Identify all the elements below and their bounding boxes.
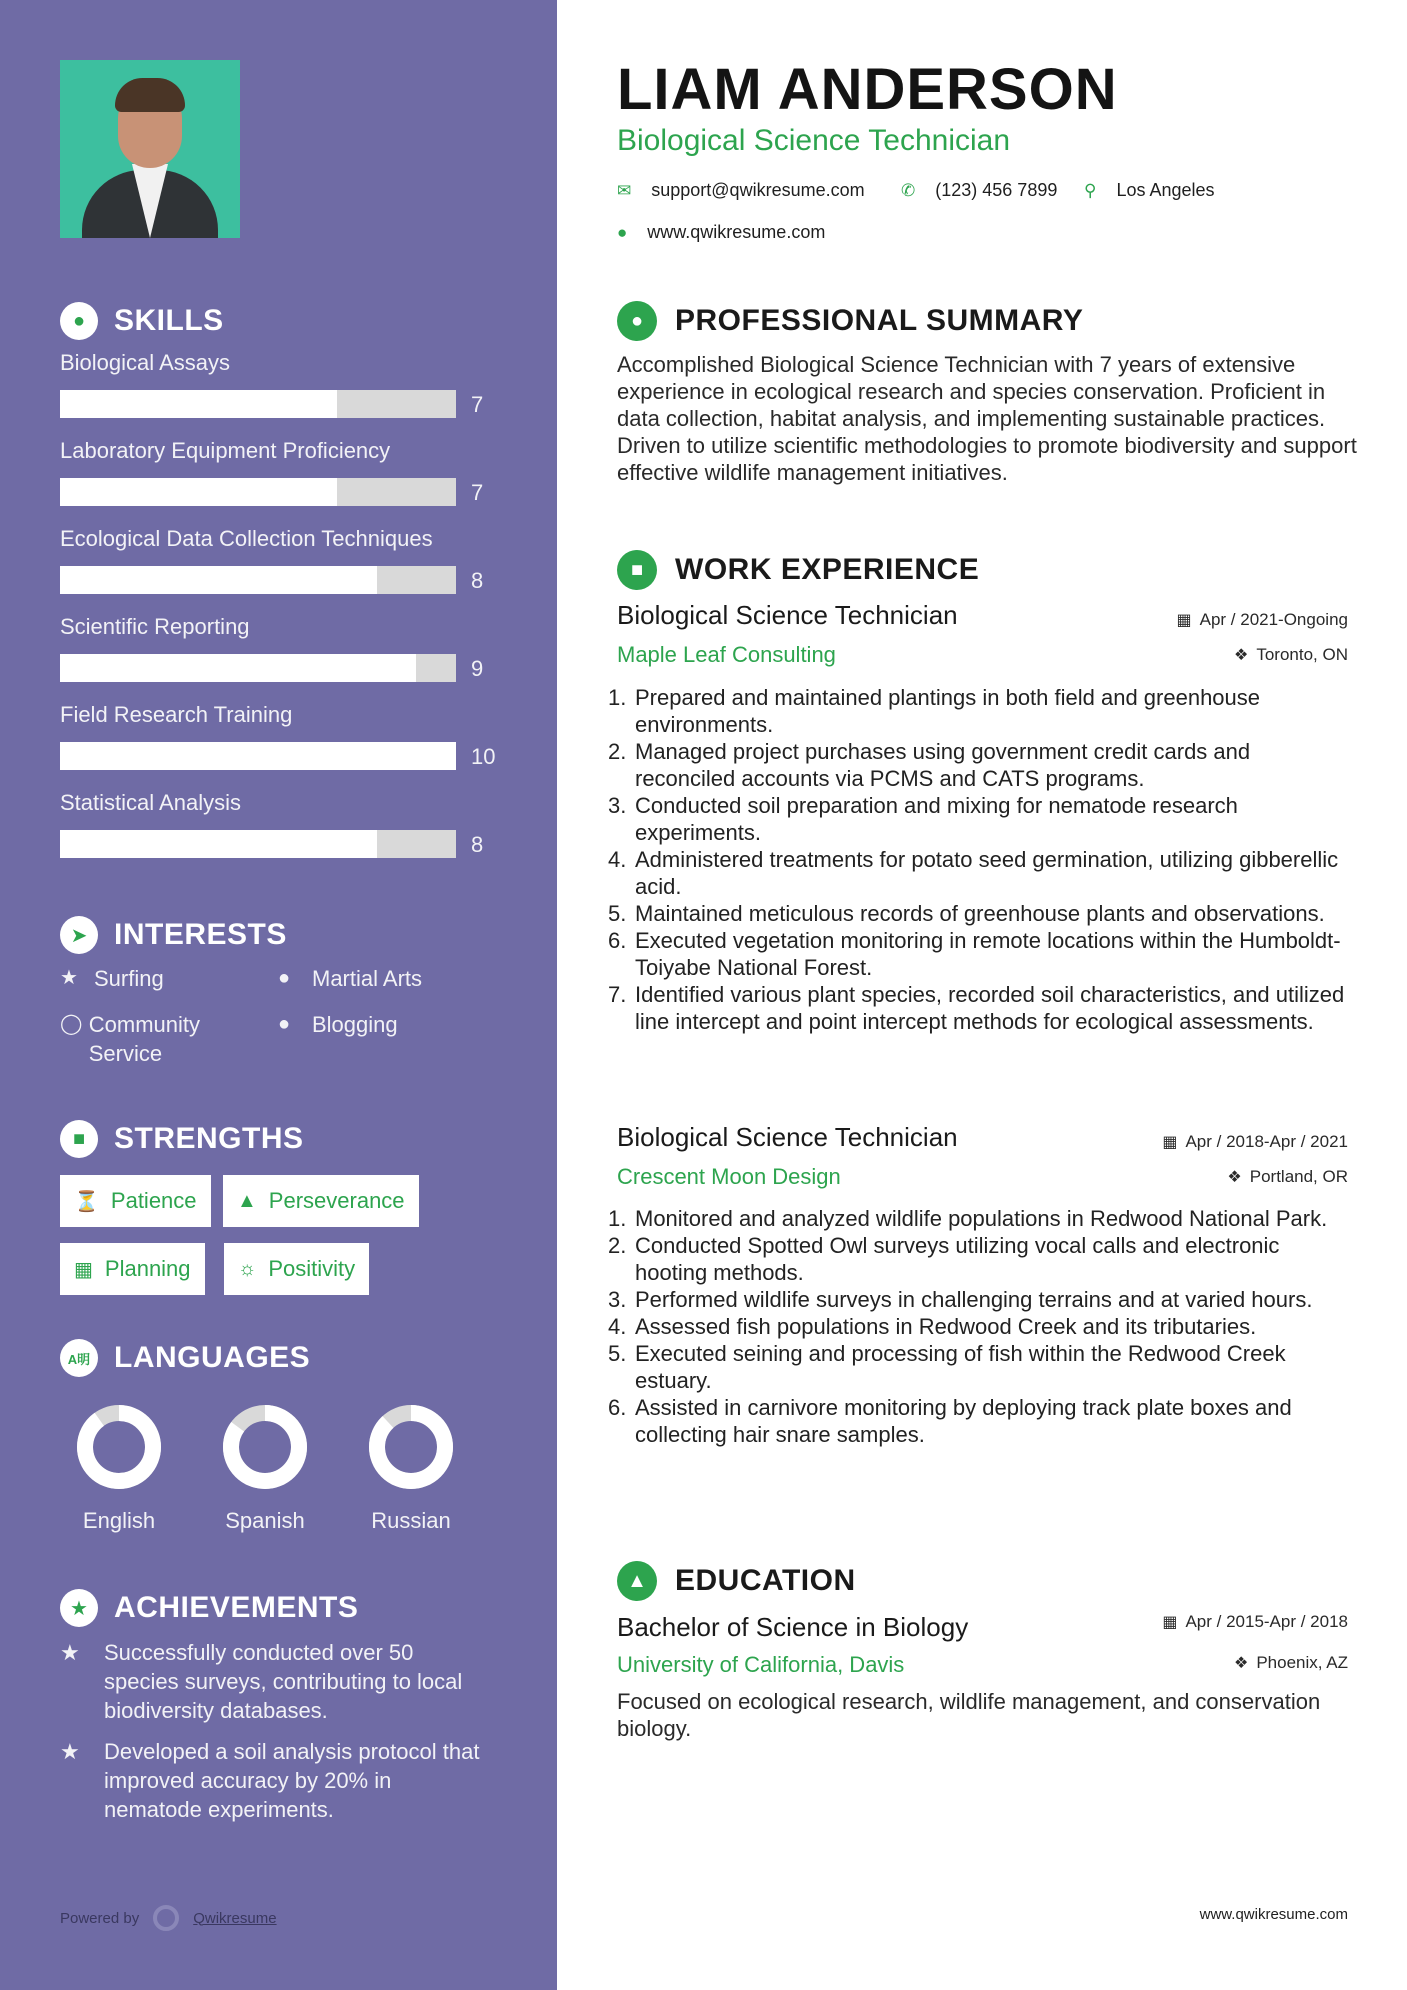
calendar-icon: ▦ xyxy=(1176,612,1192,629)
skill-bar xyxy=(60,742,456,770)
star-icon: ★ xyxy=(60,967,78,989)
skill-bar xyxy=(60,566,456,594)
education-school: University of California, Davis xyxy=(617,1652,905,1677)
paper-plane-icon: ➤ xyxy=(60,916,98,954)
graduation-cap-icon: ▲ xyxy=(617,1561,657,1601)
candidate-title: Biological Science Technician xyxy=(617,124,1011,157)
interest-item: ◯ Community Service xyxy=(60,1012,200,1066)
skill-label: Statistical Analysis xyxy=(60,790,241,815)
skill-bar-fill xyxy=(60,566,377,594)
calendar-icon: ▦ xyxy=(1162,1614,1178,1631)
qwikresume-link[interactable]: Qwikresume xyxy=(193,1909,277,1927)
skill-value: 10 xyxy=(471,744,496,769)
language-donut xyxy=(222,1404,308,1490)
interests-heading xyxy=(60,916,287,954)
education-heading: ▲ EDUCATION xyxy=(617,1561,856,1601)
duty-item: 4. Assessed fish populations in Redwood Creek and its tributaries. xyxy=(608,1314,1257,1339)
strengths-title: STRENGTHS xyxy=(114,1122,304,1155)
skill-label: Laboratory Equipment Proficiency xyxy=(60,438,391,463)
skill-label: Scientific Reporting xyxy=(60,614,250,639)
duty-item: 7. Identified various plant species, recorded soil characteristics, and utilized line intercept and point intercept methods for ecological assessments. xyxy=(608,982,1345,1034)
skill-value: 7 xyxy=(471,392,484,417)
candidate-name: LIAM ANDERSON xyxy=(617,57,1118,122)
skill-bar xyxy=(60,830,456,858)
contact-phone[interactable]: ✆ (123) 456 7899 xyxy=(901,180,1058,200)
sun-icon: ☼ xyxy=(238,1257,257,1280)
calendar-icon: ▦ xyxy=(74,1258,93,1281)
phone-icon: ✆ xyxy=(901,180,916,200)
pin-icon: ❖ xyxy=(1233,1655,1249,1672)
duty-item: 1. Prepared and maintained plantings in both field and greenhouse environments. xyxy=(608,685,1261,737)
shooting-star-icon: ★ xyxy=(60,1739,80,1764)
education-description: Focused on ecological research, wildlife management, and conservation biology. xyxy=(617,1689,1321,1741)
achievement-item: ★ Successfully conducted over 50 species surveys, contributing to local biodiversity databases. xyxy=(60,1640,463,1723)
strength-chip: ▦ Planning xyxy=(60,1243,205,1295)
contact-email[interactable]: ✉ support@qwikresume.com xyxy=(617,180,865,200)
skill-label: Field Research Training xyxy=(60,702,293,727)
duty-item: 5. Executed seining and processing of fish within the Redwood Creek estuary. xyxy=(608,1341,1286,1393)
summary-heading: ● PROFESSIONAL SUMMARY xyxy=(617,301,1083,341)
profile-photo xyxy=(60,60,240,238)
job-title: Biological Science Technician xyxy=(617,1122,958,1152)
education-degree: Bachelor of Science in Biology xyxy=(617,1612,969,1642)
skill-bar xyxy=(60,390,456,418)
powered-by: Powered by Qwikresume xyxy=(60,1905,277,1931)
shooting-star-icon: ★ xyxy=(60,1640,80,1665)
skill-label: Biological Assays xyxy=(60,350,230,375)
map-pin-icon: ⚲ xyxy=(1084,180,1097,200)
users-icon: ● xyxy=(278,1013,291,1035)
globe-icon: ● xyxy=(278,967,291,989)
skill-value: 7 xyxy=(471,480,484,505)
contact-website[interactable]: ● www.qwikresume.com xyxy=(617,222,826,242)
strength-chip: ▲ Perseverance xyxy=(223,1175,419,1227)
calendar-icon: ▦ xyxy=(1162,1134,1178,1151)
job-location: ❖ Portland, OR xyxy=(1227,1167,1348,1186)
job-location: ❖ Toronto, ON xyxy=(1234,645,1348,664)
footer-website-link[interactable]: www.qwikresume.com xyxy=(1199,1906,1348,1923)
duty-item: 2. Managed project purchases using government credit cards and reconciled accounts via PCMS and CATS programs. xyxy=(608,739,1251,791)
skill-bar-fill xyxy=(60,742,456,770)
sidebar xyxy=(0,0,557,1990)
interests-title: INTERESTS xyxy=(114,918,287,951)
hourglass-icon: ⏳ xyxy=(74,1190,99,1213)
donut-fill xyxy=(377,1413,445,1481)
pin-icon: ❖ xyxy=(1234,647,1249,664)
lightbulb-icon: ● xyxy=(60,302,98,340)
duty-item: 4. Administered treatments for potato seed germination, utilizing gibberellic acid. xyxy=(608,847,1339,899)
achievement-item: ★ Developed a soil analysis protocol that improved accuracy by 20% in nematode experiments. xyxy=(60,1739,480,1822)
duty-item: 1. Monitored and analyzed wildlife populations in Redwood National Park. xyxy=(608,1206,1328,1231)
globe-icon: ● xyxy=(617,222,628,242)
experience-heading: ■ WORK EXPERIENCE xyxy=(617,550,979,590)
skills-heading xyxy=(60,302,224,340)
road-icon: ▲ xyxy=(237,1189,257,1212)
fist-icon: ■ xyxy=(60,1120,98,1158)
interest-item: ● Martial Arts xyxy=(278,966,423,991)
pin-icon: ❖ xyxy=(1227,1169,1242,1186)
skill-bar-fill xyxy=(60,654,416,682)
star-badge-icon: ★ xyxy=(60,1589,98,1627)
duty-item: 5. Maintained meticulous records of greenhouse plants and observations. xyxy=(608,901,1325,926)
handshake-icon: ◯ xyxy=(60,1013,83,1035)
language-icon: A明 xyxy=(60,1339,98,1377)
job-title: Biological Science Technician xyxy=(617,600,958,630)
languages-title: LANGUAGES xyxy=(114,1341,311,1374)
duty-item: 6. Assisted in carnivore monitoring by deploying track plate boxes and collecting hair snare samples. xyxy=(608,1395,1292,1447)
achievements-heading xyxy=(60,1589,358,1627)
job-company: Crescent Moon Design xyxy=(617,1164,841,1189)
interest-item: ★ Surfing xyxy=(60,966,164,991)
duty-item: 2. Conducted Spotted Owl surveys utilizing vocal calls and electronic hooting methods. xyxy=(608,1233,1280,1285)
language-label: Spanish xyxy=(225,1508,305,1533)
job-dates: ▦ Apr / 2021-Ongoing xyxy=(1176,610,1348,629)
achievements-title: ACHIEVEMENTS xyxy=(114,1591,359,1624)
strength-chip: ☼ Positivity xyxy=(224,1243,369,1295)
job-company: Maple Leaf Consulting xyxy=(617,642,836,667)
job-duties xyxy=(608,1205,1355,1448)
skill-bar-fill xyxy=(60,478,337,506)
language-label: English xyxy=(82,1508,156,1533)
language-donut xyxy=(76,1404,162,1490)
user-icon: ● xyxy=(617,301,657,341)
duty-item: 6. Executed vegetation monitoring in remote locations within the Humboldt-Toiyabe National Forest. xyxy=(608,928,1341,980)
interest-item: ● Blogging xyxy=(278,1012,398,1037)
skill-bar xyxy=(60,654,456,682)
language-donut xyxy=(368,1404,454,1490)
qwikresume-logo-icon xyxy=(153,1905,179,1931)
skill-value: 9 xyxy=(471,656,484,681)
envelope-icon: ✉ xyxy=(617,180,632,200)
summary-text: Accomplished Biological Science Technician with 7 years of extensive experience in ecological research and species conservation. Proficient in data collection, habitat analysis, and implementing sustainable practices. Driven to utilize scientific methodologies to promote biodiversity and support effective wildlife management initiatives. xyxy=(617,352,1357,485)
skill-label: Ecological Data Collection Techniques xyxy=(60,526,433,551)
duty-item: 3. Conducted soil preparation and mixing for nematode research experiments. xyxy=(608,793,1238,845)
donut-fill xyxy=(85,1413,153,1481)
education-location: ❖ Phoenix, AZ xyxy=(1233,1653,1348,1672)
job-dates: ▦ Apr / 2018-Apr / 2021 xyxy=(1162,1132,1348,1151)
skill-bar-fill xyxy=(60,390,337,418)
contact-location: ⚲ Los Angeles xyxy=(1084,180,1215,200)
skill-bar-fill xyxy=(60,830,377,858)
skills-title: SKILLS xyxy=(114,304,224,337)
strength-chip: ⏳ Patience xyxy=(60,1175,211,1227)
education-dates: ▦ Apr / 2015-Apr / 2018 xyxy=(1162,1612,1348,1631)
duty-item: 3. Performed wildlife surveys in challenging terrains and at varied hours. xyxy=(608,1287,1313,1312)
skill-value: 8 xyxy=(471,832,484,857)
languages-heading xyxy=(60,1339,310,1377)
skill-value: 8 xyxy=(471,568,484,593)
job-duties xyxy=(608,684,1355,1035)
skill-bar xyxy=(60,478,456,506)
strengths-heading xyxy=(60,1120,304,1158)
language-label: Russian xyxy=(371,1508,451,1533)
briefcase-icon: ■ xyxy=(617,550,657,590)
